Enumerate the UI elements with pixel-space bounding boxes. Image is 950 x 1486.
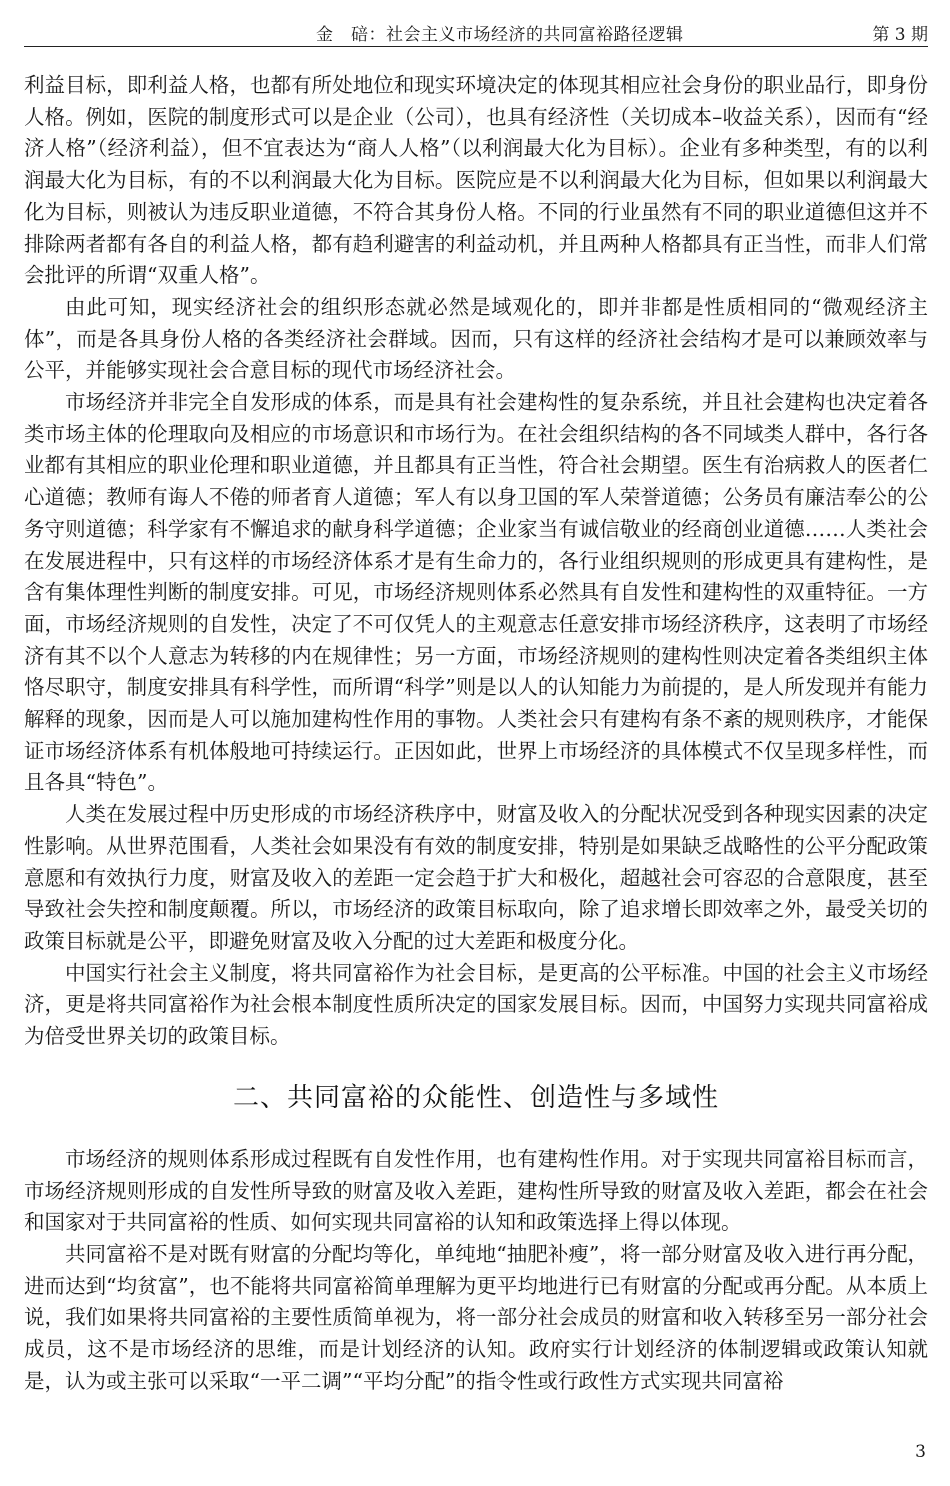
paragraph: 人类在发展过程中历史形成的市场经济秩序中，财富及收入的分配状况受到各种现实因素的决定性影响。从世界范围看，人类社会如果没有有效的制度安排，特别是如果缺乏战略性的公平分配政策意愿和有效执行力度，财富及收入的差距一定会趋于扩大和极化，超越社会可容忍的合意限度，甚至导致社会失控和制度颠覆。所以，市场经济的政策目标取向，除了追求增长即效率之外，最受关切的政策目标就是公平，即避免财富及收入分配的过大差距和极度分化。 xyxy=(24,802,928,953)
paragraph: 市场经济并非完全自发形成的体系，而是具有社会建构性的复杂系统，并且社会建构也决定着各类市场主体的伦理取向及相应的市场意识和市场行为。在社会组织结构的各不同域类人群中，各行各业都有其相应的职业伦理和职业道德，并且都具有正当性，符合社会期望。医生有治病救人的医者仁心道德；教师有诲人不倦的师者育人道德；军人有以身卫国的军人荣誉道德；公务员有廉洁奉公的公务守则道德；科学家有不懈追求的献身科学道德；企业家当有诚信敬业的经商创业道德……人类社会在发展进程中，只有这样的市场经济体系才是有生命力的，各行业组织规则的形成更具有建构性，是含有集体理性判断的制度安排。可见，市场经济规则体系必然具有自发性和建构性的双重特征。一方面，市场经济规则的自发性，决定了不可仅凭人的主观意志任意安排市场经济秩序，这表明了市场经济有其不以个人意志为转移的内在规律性；另一方面，市场经济规则的建构性则决定着各类组织主体恪尽职守，制度安排具有科学性，而所谓“科学”则是以人的认知能力为前提的，是人所发现并有能力解释的现象，因而是人可以施加建构性作用的事物。人类社会只有建构有条不紊的规则秩序，才能保证市场经济体系有机体般地可持续运行。正因如此，世界上市场经济的具体模式不仅呈现多样性，而且各具“特色”。 xyxy=(24,390,928,795)
paragraph: 市场经济的规则体系形成过程既有自发性作用，也有建构性作用。对于实现共同富裕目标而言，市场经济规则形成的自发性所导致的财富及收入差距，建构性所导致的财富及收入差距，都会在社会和国家对于共同富裕的性质、如何实现共同富裕的认知和政策选择上得以体现。 xyxy=(24,1146,928,1235)
paragraph-continued: 利益目标，即利益人格，也都有所处地位和现实环境决定的体现其相应社会身份的职业品行，即身份人格。例如，医院的制度形式可以是企业（公司），也具有经济性（关切成本–收益关系），因而有“经济人格”（经济利益），但不宜表达为“商人人格”（以利润最大化为目标）。企业有多种类型，有的以利润最大化为目标，有的不以利润最大化为目标。医院应是不以利润最大化为目标，但如果以利润最大化为目标，则被认为违反职业道德，不符合其身份人格。不同的行业虽然有不同的职业道德但这并不排除两者都有各自的利益人格，都有趋利避害的利益动机，并且两种人格都具有正当性，而非人们常会批评的所谓“双重人格”。 xyxy=(24,73,928,288)
section-heading: 二、共同富裕的众能性、创造性与多域性 xyxy=(232,1082,719,1113)
page-number: 3 xyxy=(915,1442,926,1462)
issue-number: 第 3 期 xyxy=(872,25,928,45)
article-body xyxy=(24,70,928,1397)
paragraph: 由此可知，现实经济社会的组织形态就必然是域观化的，即并非都是性质相同的“微观经济主体”，而是各具身份人格的各类经济社会群域。因而，只有这样的经济社会结构才是可以兼顾效率与公平，并能够实现社会合意目标的现代市场经济社会。 xyxy=(24,294,928,383)
paragraph: 共同富裕不是对既有财富的分配均等化，单纯地“抽肥补瘦”，将一部分财富及收入进行再分配，进而达到“均贫富”，也不能将共同富裕简单理解为更平均地进行已有财富的分配或再分配。从本质上说，我们如果将共同富裕的主要性质简单视为，将一部分社会成员的财富和收入转移至另一部分社会成员，这不是市场经济的思维，而是计划经济的认知。政府实行计划经济的体制逻辑或政策认知就是，认为或主张可以采取“一平二调”“平均分配”的指令性或行政性方式实现共同富裕 xyxy=(24,1241,928,1393)
running-header-title: 金 碚：社会主义市场经济的共同富裕路径逻辑 xyxy=(316,25,684,45)
running-header xyxy=(24,14,928,47)
paragraph: 中国实行社会主义制度，将共同富裕作为社会目标，是更高的公平标准。中国的社会主义市场经济，更是将共同富裕作为社会根本制度性质所决定的国家发展目标。因而，中国努力实现共同富裕成为倍受世界关切的政策目标。 xyxy=(24,960,928,1049)
